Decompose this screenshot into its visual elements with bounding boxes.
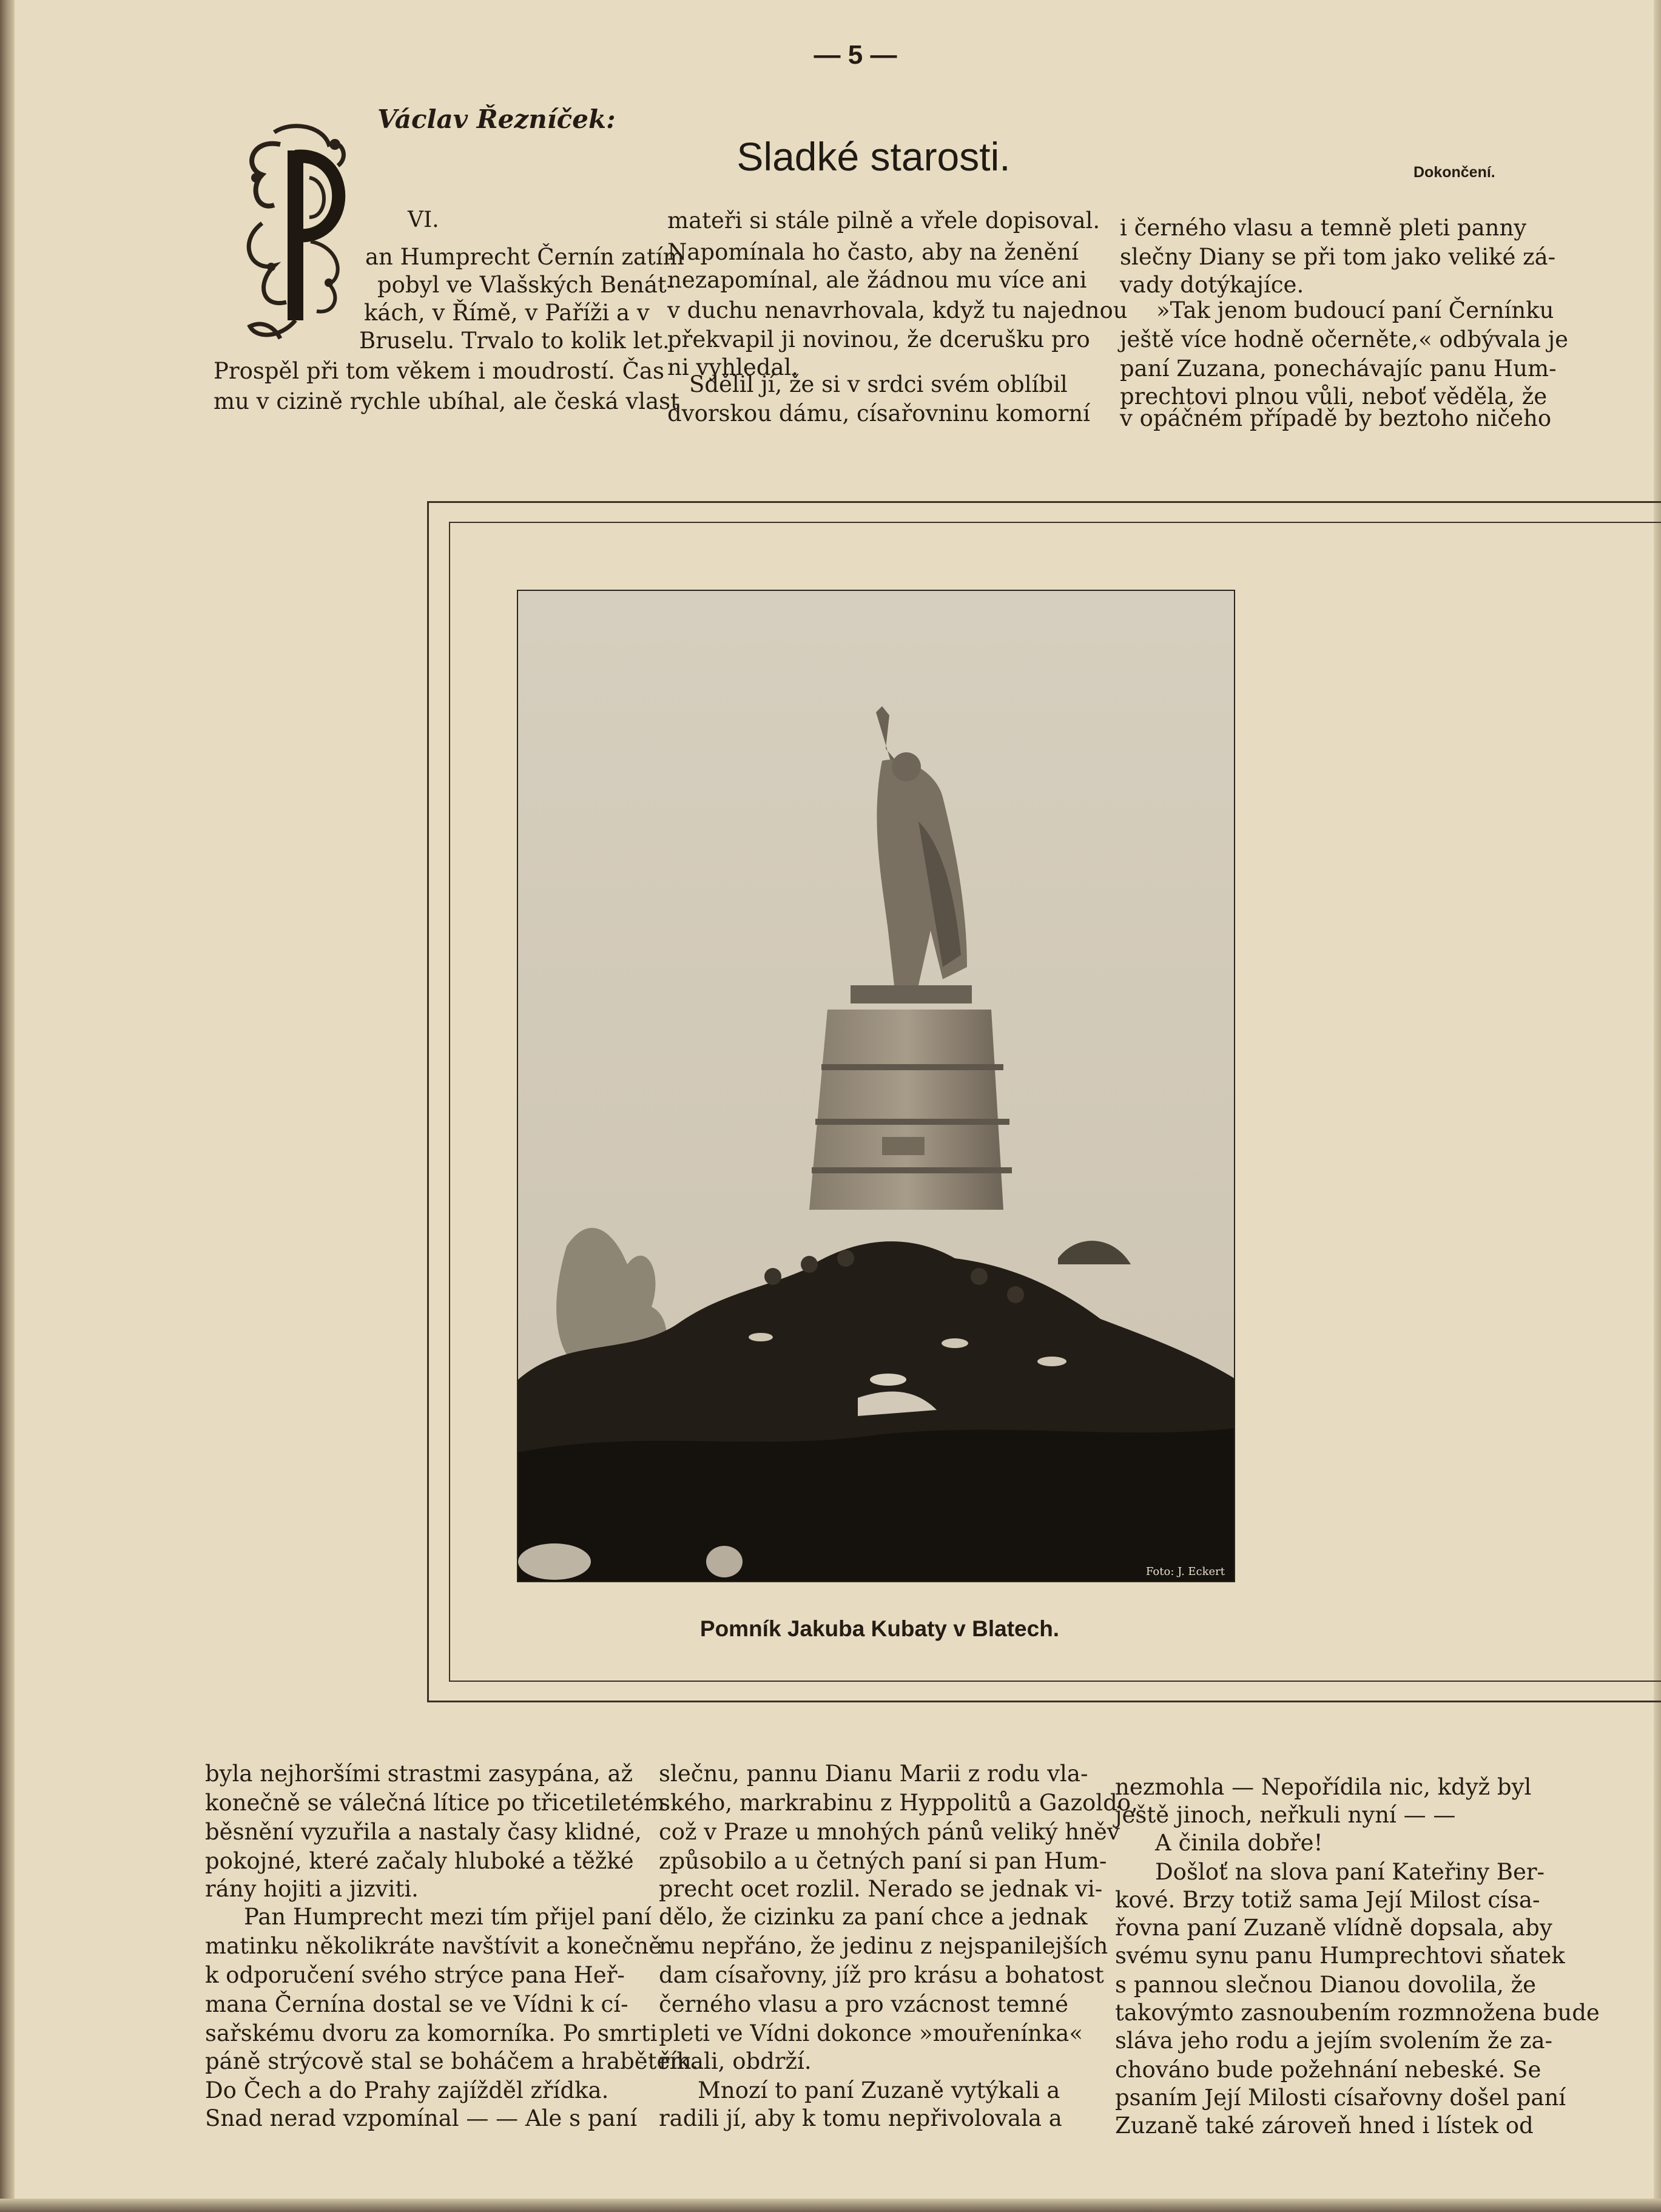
- bottom-col3-line: Došloť na slova paní Kateřiny Ber-: [1155, 1859, 1545, 1885]
- top-col2-line: dvorskou dámu, císařovninu komorní: [667, 400, 1090, 427]
- bottom-col2-line: slečnu, pannu Dianu Marii z rodu vla-: [659, 1761, 1088, 1787]
- top-col3-line: paní Zuzana, ponechávajíc panu Hum-: [1120, 356, 1557, 382]
- bottom-col1-line: Do Čech a do Prahy zajížděl zřídka.: [205, 2077, 609, 2103]
- bottom-col2-line: precht ocet rozlil. Nerado se jednak vi-: [659, 1876, 1103, 1902]
- bottom-col3-line: ještě jinoch, neřkuli nyní — —: [1115, 1802, 1456, 1828]
- bottom-col3-line: A činila dobře!: [1155, 1830, 1323, 1856]
- top-col1-line: Prospěl při tom věkem i moudrostí. Čas: [214, 358, 664, 384]
- author-name: Václav Řezníček:: [377, 104, 616, 134]
- top-col1-line: an Humprecht Černín zatím: [365, 244, 684, 270]
- bottom-col1-line: pokojné, které začaly hluboké a těžké: [205, 1848, 634, 1874]
- bottom-col1-line: konečně se válečná lítice po třicetiletém: [205, 1790, 665, 1816]
- bottom-col1-line: k odporučení svého strýce pana Heř-: [205, 1962, 625, 1988]
- bottom-col3-line: takovýmto zasnoubením rozmnožena bude: [1115, 2000, 1600, 2026]
- bottom-col3-line: nezmohla — Nepořídila nic, když byl: [1115, 1774, 1532, 1800]
- bottom-col1-line: páně strýcově stal se boháčem a hrabětem.: [205, 2048, 699, 2074]
- bottom-col2-line: říkali, obdrží.: [659, 2048, 812, 2074]
- page-number: — 5 —: [814, 40, 897, 70]
- bottom-col1-line: běsnění vyzuřila a nastaly časy klidné,: [205, 1819, 642, 1845]
- figure-caption: Pomník Jakuba Kubaty v Blatech.: [699, 1616, 1060, 1641]
- bottom-col3-line: s pannou slečnou Dianou dovolila, že: [1115, 1972, 1537, 1998]
- ornamental-initial-p-icon: [238, 120, 353, 351]
- page-binding-edge: [0, 0, 15, 2212]
- top-col2-line: nezapomínal, ale žádnou mu více ani: [667, 267, 1087, 293]
- top-col3-line: slečny Diany se při tom jako veliké zá-: [1120, 244, 1556, 270]
- bottom-col3-line: psaním Její Milosti císařovny došel paní: [1115, 2085, 1566, 2111]
- bottom-col3-line: svému synu panu Humprechtovi sňatek: [1115, 1943, 1565, 1969]
- bottom-col2-line: pleti ve Vídni dokonce »mouřenínka«: [659, 2020, 1083, 2046]
- top-col3-line: »Tak jenom budoucí paní Černínku: [1156, 297, 1554, 323]
- bottom-col3-line: chováno bude požehnání nebeské. Se: [1115, 2057, 1541, 2083]
- bottom-col1-line: sařskému dvoru za komorníka. Po smrti: [205, 2020, 658, 2046]
- top-col3-line: i černého vlasu a temně pleti panny: [1120, 215, 1527, 241]
- top-col2-line: Napomínala ho často, aby na ženění: [667, 239, 1079, 265]
- top-col2-line: mateři si stále pilně a vřele dopisoval.: [667, 207, 1100, 234]
- top-col1-line: pobyl ve Vlašských Benát-: [377, 272, 675, 298]
- photo-signature: Foto: J. Eckert: [1145, 1565, 1225, 1578]
- bottom-col1-line: mana Černína dostal se ve Vídni k cí-: [205, 1991, 628, 2017]
- bottom-col1-line: rány hojiti a jizviti.: [205, 1876, 419, 1902]
- top-col2-line: překvapil ji novinou, že dcerušku pro: [667, 326, 1090, 352]
- top-col2-line: Sdělil jí, že si v srdci svém oblíbil: [689, 371, 1068, 397]
- bottom-col2-line: což v Praze u mnohých pánů veliký hněv: [659, 1819, 1120, 1845]
- bottom-col1-line: byla nejhoršími strastmi zasypána, až: [205, 1761, 633, 1787]
- bottom-col2-line: černého vlasu a pro vzácnost temné: [659, 1991, 1068, 2017]
- article-title: Sladké starosti.: [736, 134, 1011, 179]
- bottom-col2-line: mu nepřáno, že jedinu z nejspanilejších: [659, 1933, 1108, 1959]
- top-col2-line: ni vyhledal.: [667, 354, 799, 380]
- bottom-col2-line: Mnozí to paní Zuzaně vytýkali a: [698, 2077, 1060, 2103]
- continued-label: Dokončení.: [1413, 164, 1495, 181]
- top-col1-line: Bruselu. Trvalo to kolik let.: [359, 328, 670, 354]
- bottom-col3-line: sláva jeho rodu a jejím svolením že za-: [1115, 2028, 1553, 2054]
- monument-photo-illustration: [518, 591, 1235, 1582]
- bottom-col2-line: dělo, že cizinku za paní chce a jednak: [659, 1904, 1088, 1930]
- bottom-col3-line: kové. Brzy totiž sama Její Milost císa-: [1115, 1887, 1540, 1913]
- bottom-col2-line: ského, markrabinu z Hyppolitů a Gazoldo,: [659, 1790, 1138, 1816]
- top-col3-line: ještě více hodně očerněte,« odbývala je: [1120, 326, 1569, 352]
- bottom-col3-line: Zuzaně také zároveň hned i lístek od: [1115, 2113, 1534, 2139]
- bottom-col2-line: radili jí, aby k tomu nepřivolovala a: [659, 2105, 1062, 2131]
- bottom-col1-line: Pan Humprecht mezi tím přijel paní: [244, 1904, 652, 1930]
- top-col3-line: vady dotýkajíce.: [1120, 272, 1304, 298]
- bottom-col2-line: způsobilo a u četných paní si pan Hum-: [659, 1848, 1107, 1874]
- bottom-col2-line: dam císařovny, jíž pro krásu a bohatost: [659, 1962, 1104, 1988]
- bottom-col1-line: matinku několikráte navštívit a konečně: [205, 1933, 662, 1959]
- chapter-number: VI.: [408, 207, 439, 232]
- top-col1-line: mu v cizině rychle ubíhal, ale česká vlast: [214, 388, 679, 414]
- top-col3-line: v opáčném případě by beztoho ničeho: [1120, 405, 1552, 431]
- page-bottom-edge: [0, 2199, 1661, 2212]
- monument-photo: [517, 590, 1235, 1582]
- top-col1-line: kách, v Římě, v Paříži a v: [364, 300, 650, 326]
- bottom-col1-line: Snad nerad vzpomínal — — Ale s paní: [205, 2105, 638, 2131]
- bottom-col3-line: řovna paní Zuzaně vlídně dopsala, aby: [1115, 1915, 1552, 1941]
- top-col3-line: prechtovi plnou vůli, neboť věděla, že: [1120, 383, 1548, 410]
- top-col2-line: v duchu nenavrhovala, když tu najednou: [667, 297, 1128, 323]
